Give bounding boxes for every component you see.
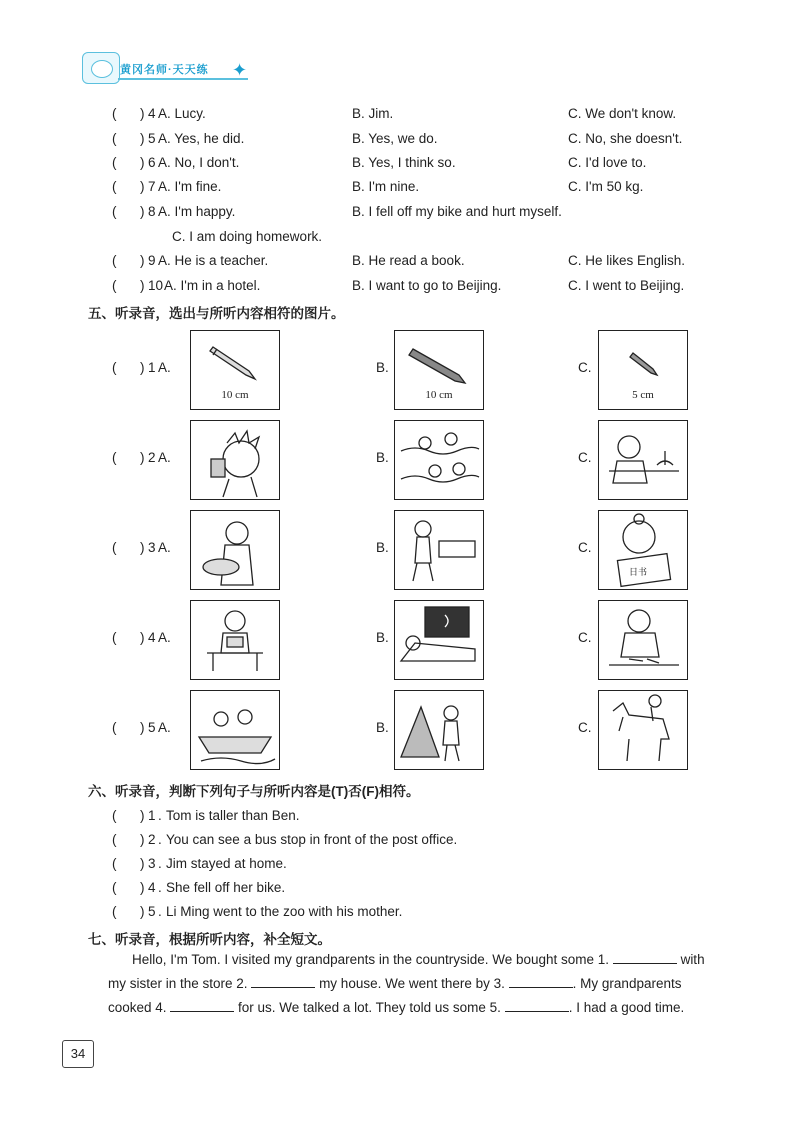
picture-a (190, 690, 280, 770)
blank-4[interactable] (170, 997, 234, 1012)
picture-b: 10 cm (394, 330, 484, 410)
statement-row: ( ) 3 . Jim stayed at home. (112, 856, 287, 871)
picture-c (598, 420, 688, 500)
picture-question-row: ( ) 3 A. B. C. 日书 (0, 510, 800, 590)
blank-2[interactable] (251, 973, 315, 988)
boy-cutting-paper-icon (599, 601, 687, 679)
picture-question-row: ( ) 5 A. B. C. (0, 690, 800, 770)
picture-question-row: ( ) 2 A. B. C. (0, 420, 800, 500)
logo-text: 黄冈名师·天天练 (120, 64, 209, 76)
kids-rowing-boat-icon (191, 691, 279, 769)
star-icon: ✦ (232, 60, 248, 80)
section5-title: 五、听录音，选出与所听内容相符的图片。 (88, 306, 345, 321)
statement-row: ( ) 1 . Tom is taller than Ben. (112, 808, 300, 823)
picture-a (190, 510, 280, 590)
girl-washing-dishes-icon (191, 511, 279, 589)
boy-drinking-icon (191, 421, 279, 499)
boy-riding-horse-icon (599, 691, 687, 769)
statement-row: ( ) 2 . You can see a bus stop in front of the post office. (112, 832, 458, 847)
boy-eating-icon (599, 421, 687, 499)
picture-c (598, 600, 688, 680)
question-row: ( ) 8 A. I'm happy. B. I fell off my bike and hurt myself. (112, 204, 562, 219)
blank-3[interactable] (509, 973, 573, 988)
question-row: ( ) 10 A. I'm in a hotel. B. I want to go to Beijing. C. I went to Beijing. (112, 278, 685, 293)
picture-a (190, 600, 280, 680)
cloze-passage: Hello, I'm Tom. I visited my grandparents in the countryside. We bought some 1. with my sister in the store 2. my house. We went there by 3. . My grandparents cooked 4. for us. We talked a lot. They told us some 5. . I had a good time. (108, 948, 720, 1020)
girl-writing-diary-icon (599, 511, 687, 589)
question-row: ( ) 6 A. No, I don't. B. Yes, I think so. C. I'd love to. (112, 155, 647, 170)
question-row-continued: C. I am doing homework. (172, 229, 323, 244)
picture-c (598, 690, 688, 770)
statement-row: ( ) 5 . Li Ming went to the zoo with his mother. (112, 904, 403, 919)
section6-title: 六、听录音，判断下列句子与所听内容是(T)否(F)相符。 (88, 784, 420, 799)
blank-5[interactable] (505, 997, 569, 1012)
picture-b (394, 690, 484, 770)
statement-row: ( ) 4 . She fell off her bike. (112, 880, 286, 895)
boy-making-bed-icon (395, 511, 483, 589)
short-pencil-icon (599, 331, 687, 391)
header-logo (82, 52, 252, 86)
question-row: ( ) 5 A. Yes, he did. B. Yes, we do. C. No, she doesn't. (112, 131, 683, 146)
picture-b (394, 420, 484, 500)
boy-sleeping-icon (395, 601, 483, 679)
picture-a (190, 420, 280, 500)
picture-a: 10 cm (190, 330, 280, 410)
picture-c (598, 510, 688, 590)
picture-c: 5 cm (598, 330, 688, 410)
kids-camping-icon (395, 691, 483, 769)
pencil-icon (395, 331, 483, 391)
pen-icon (191, 331, 279, 391)
bear-icon (82, 52, 120, 84)
question-row: ( ) 7 A. I'm fine. B. I'm nine. C. I'm 50 kg. (112, 179, 644, 194)
picture-question-row: ( ) 1 A. 10 cm B. 10 cm C. 5 cm (0, 330, 800, 410)
page-number: 34 (62, 1040, 94, 1068)
boy-reading-icon (191, 601, 279, 679)
picture-b (394, 510, 484, 590)
blank-1[interactable] (613, 949, 677, 964)
section7-title: 七、听录音，根据所听内容，补全短文。 (88, 932, 331, 947)
svg-text:日书: 日书 (629, 567, 648, 577)
picture-b (394, 600, 484, 680)
picture-question-row: ( ) 4 A. B. C. (0, 600, 800, 680)
kids-swimming-icon (395, 421, 483, 499)
question-row: ( ) 9 A. He is a teacher. B. He read a book. C. He likes English. (112, 253, 686, 268)
question-row: ( ) 4 A. Lucy. B. Jim. C. We don't know. (112, 106, 677, 121)
